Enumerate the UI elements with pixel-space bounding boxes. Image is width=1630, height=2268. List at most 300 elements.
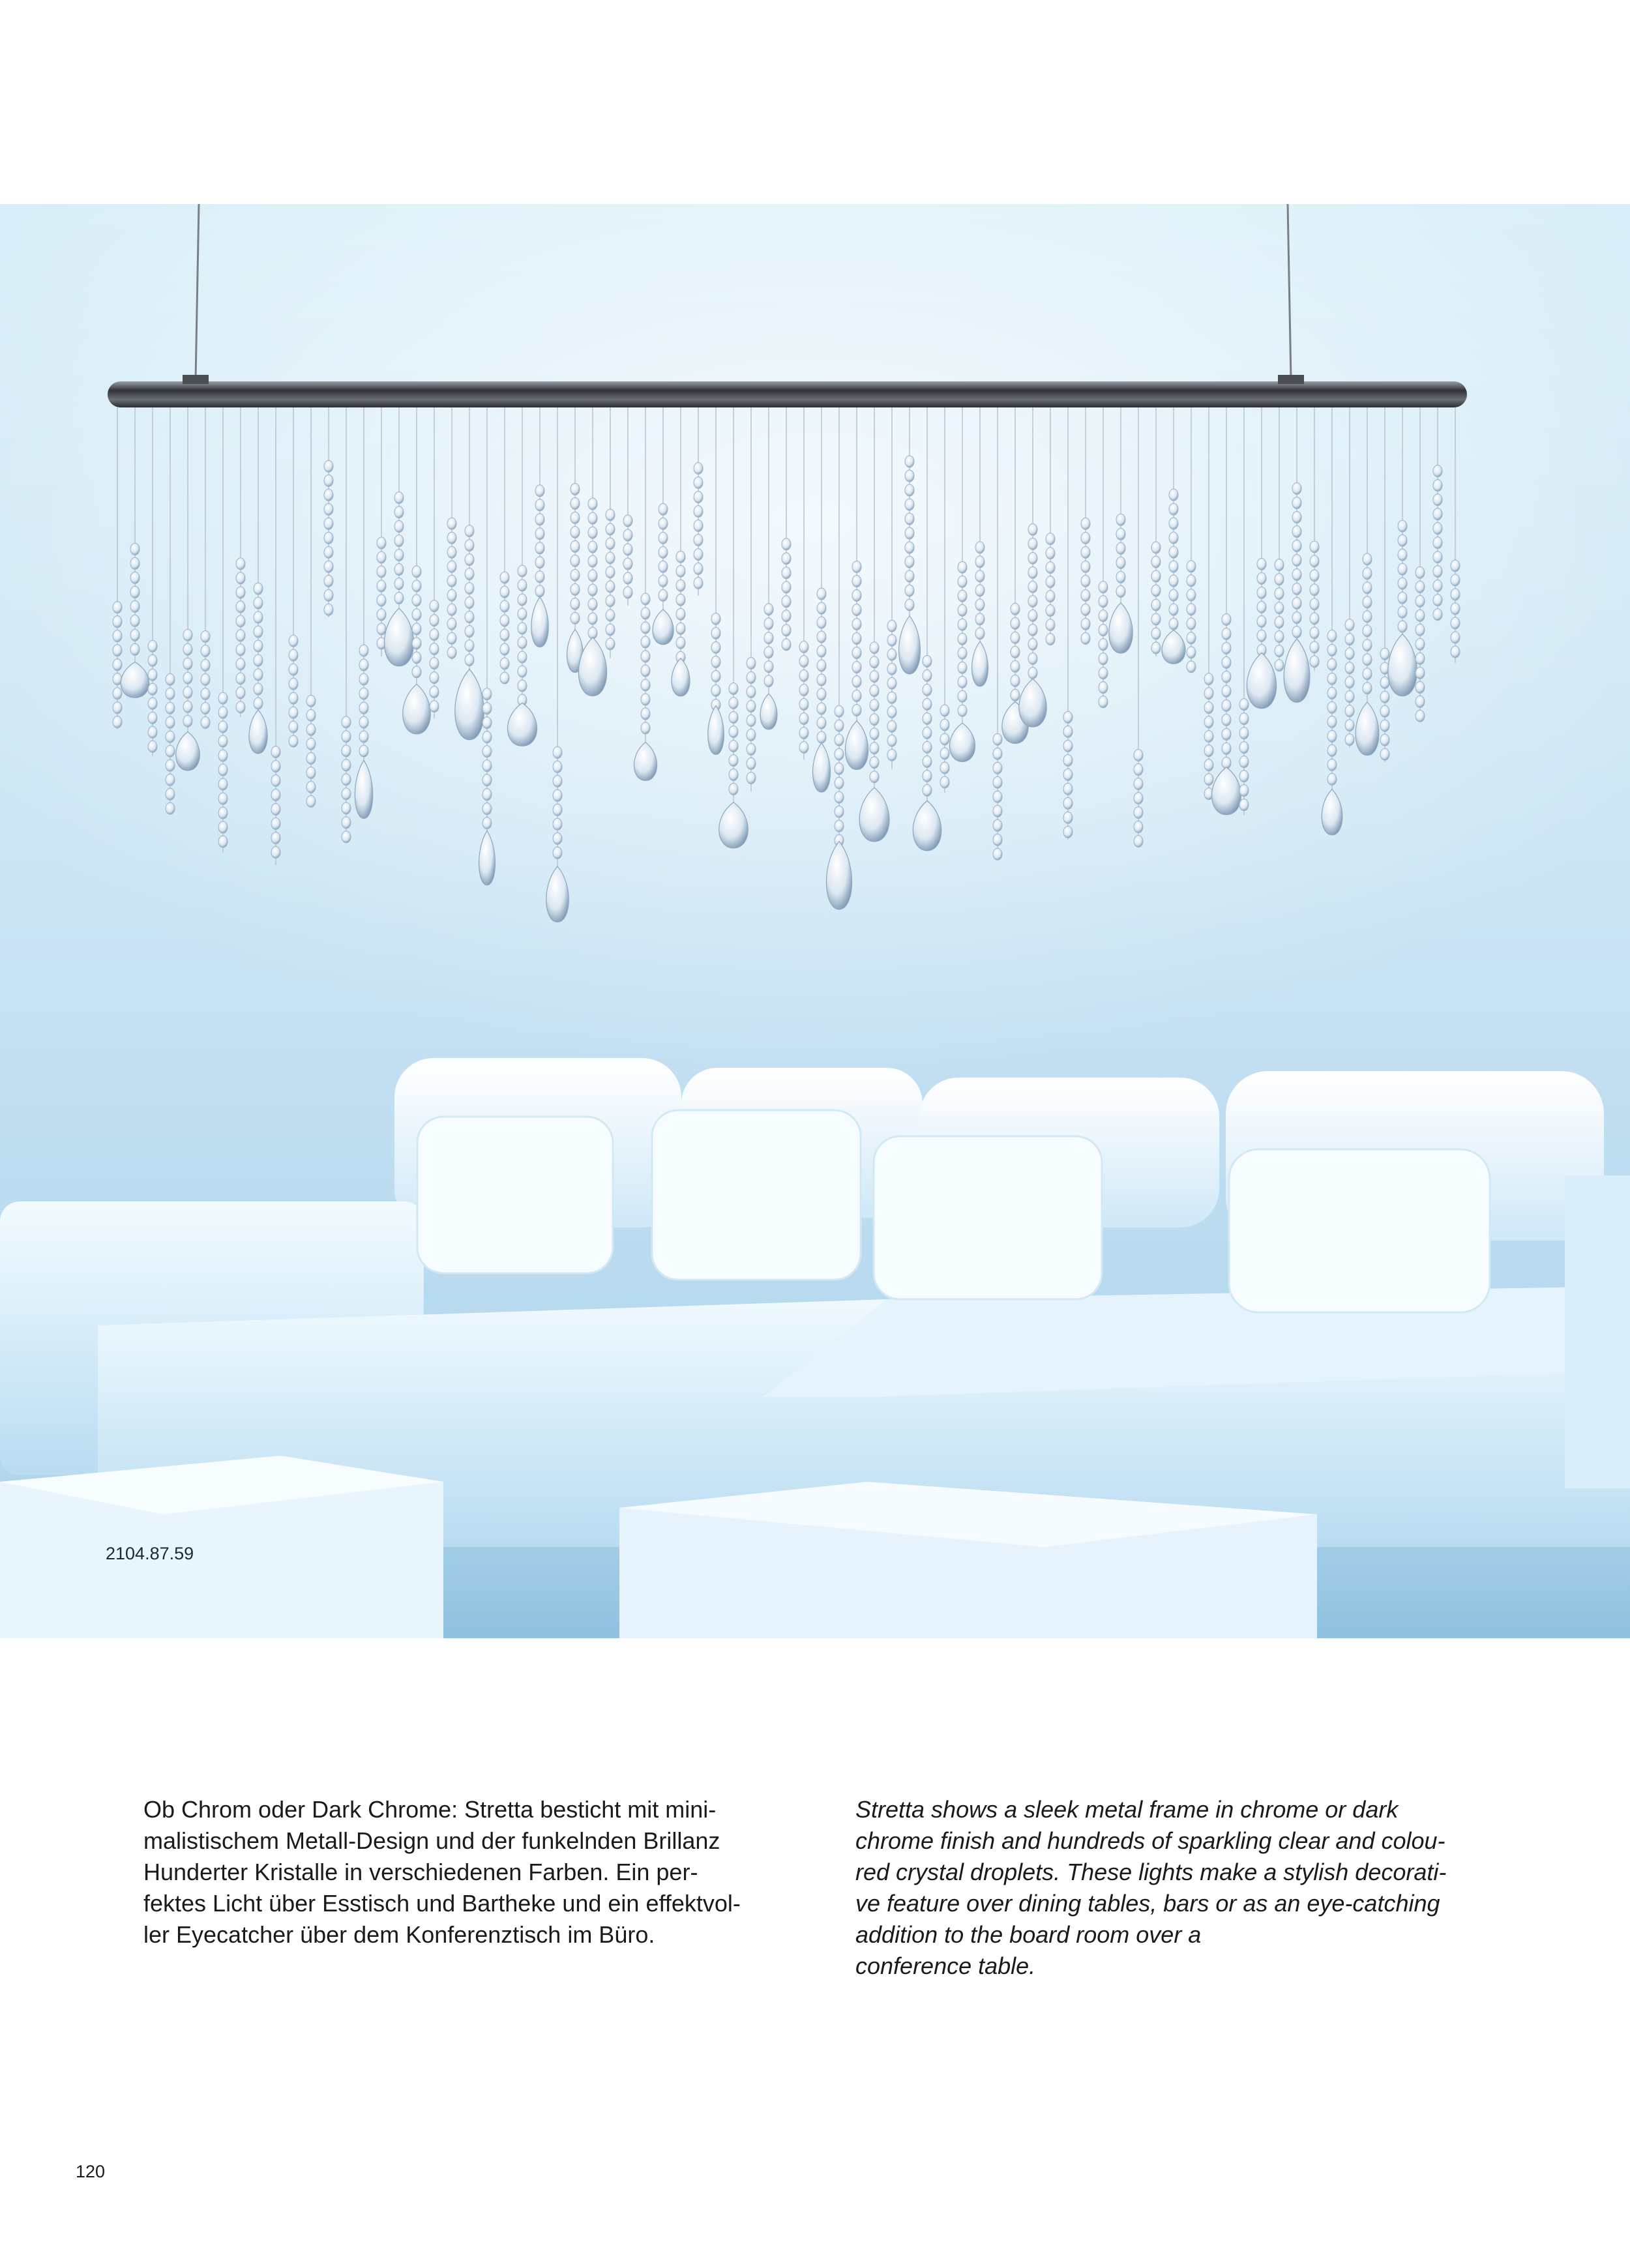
crystal-bead: [553, 775, 562, 787]
crystal-bead: [113, 659, 122, 671]
crystal-bead: [1327, 730, 1337, 742]
crystal-bead: [747, 657, 756, 669]
crystal-bead: [482, 774, 492, 786]
crystal-bead: [306, 781, 316, 793]
crystal-bead: [923, 756, 932, 767]
crystal-bead: [1327, 773, 1337, 785]
crystal-bead: [1204, 731, 1213, 743]
crystal-bead: [1451, 560, 1460, 572]
crystal-bead: [1028, 581, 1037, 593]
crystal-bead: [676, 565, 685, 577]
crystal-bead: [218, 764, 228, 776]
crystal-bead: [236, 658, 245, 670]
crystal-bead: [747, 772, 756, 784]
crystal-bead: [236, 615, 245, 627]
crystal-bead: [218, 821, 228, 833]
crystal-bead: [905, 456, 914, 467]
crystal-bead: [1169, 546, 1178, 558]
crystal-bead: [1239, 742, 1249, 754]
crystal-bead: [482, 717, 492, 729]
crystal-bead: [1204, 745, 1213, 757]
crystal-bead: [1116, 528, 1125, 540]
crystal-bead: [1292, 511, 1301, 523]
crystal-bead: [1451, 617, 1460, 629]
crystal-bead: [588, 570, 597, 582]
crystal-bead: [711, 627, 720, 639]
crystal-bead: [113, 616, 122, 628]
crystal-bead: [1327, 673, 1337, 685]
crystal-bead: [570, 526, 580, 538]
crystal-bead: [1099, 653, 1108, 665]
crystal-bead: [1363, 625, 1372, 637]
crystal-bead: [342, 774, 351, 786]
crystal-bead: [1011, 660, 1020, 672]
crystal-bead: [1415, 624, 1425, 636]
crystal-bead: [535, 528, 544, 540]
crystal-bead: [1204, 688, 1213, 700]
crystal-bead: [623, 587, 632, 598]
crystal-bead: [747, 758, 756, 769]
crystal-bead: [1116, 557, 1125, 568]
crystal-bead: [676, 623, 685, 634]
crystal-bead: [1204, 716, 1213, 728]
crystal-bead: [1187, 575, 1196, 587]
crystal-bead: [254, 583, 263, 595]
crystal-bead: [729, 711, 738, 723]
crystal-bead: [1028, 667, 1037, 679]
crystal-bead: [870, 757, 879, 769]
crystal-bead: [870, 671, 879, 683]
crystal-bead: [993, 791, 1002, 803]
crystal-bead: [1116, 571, 1125, 583]
crystal-bead: [958, 662, 967, 673]
crystal-bead: [447, 546, 456, 558]
crystal-bead: [1099, 610, 1108, 622]
crystal-bead: [500, 586, 509, 598]
crystal-bead: [1257, 601, 1266, 613]
crystal-bead: [1063, 812, 1073, 823]
crystal-bead: [359, 745, 368, 757]
crystal-bead: [1433, 465, 1442, 477]
crystal-bead: [817, 645, 826, 657]
crystal-bead: [676, 608, 685, 620]
crystal-bead: [430, 615, 439, 626]
crystal-bead: [500, 600, 509, 612]
crystal-bead: [166, 673, 175, 685]
crystal-bead: [799, 684, 808, 696]
crystal-bead: [218, 750, 228, 761]
crystal-bead: [465, 611, 474, 623]
crystal-bead: [324, 575, 333, 587]
crystal-bead: [1011, 675, 1020, 686]
crystal-bead: [306, 767, 316, 778]
crystal-bead: [430, 686, 439, 698]
crystal-bead: [482, 803, 492, 815]
crystal-bead: [1292, 626, 1301, 638]
crystal-bead: [289, 678, 298, 690]
crystal-bead: [1257, 630, 1266, 641]
crystal-bead: [1028, 653, 1037, 664]
crystal-bead: [324, 604, 333, 615]
crystal-bead: [289, 692, 298, 704]
crystal-bead: [1028, 624, 1037, 636]
crystal-bead: [447, 561, 456, 572]
crystal-bead: [852, 632, 861, 644]
crystal-bead: [1275, 617, 1284, 628]
crystal-bead: [394, 507, 404, 518]
crystal-bead: [1011, 617, 1020, 629]
crystal-bead: [500, 572, 509, 583]
crystal-bead: [1063, 783, 1073, 795]
crystal-bead: [694, 534, 703, 546]
crystal-bead: [923, 713, 932, 724]
crystal-bead: [993, 748, 1002, 759]
crystal-bead: [852, 575, 861, 587]
crystal-bead: [1451, 603, 1460, 615]
crystal-bead: [1415, 610, 1425, 621]
crystal-bead: [1169, 575, 1178, 587]
crystal-bead: [1363, 568, 1372, 580]
crystal-bead: [430, 658, 439, 670]
crystal-bead: [500, 658, 509, 670]
crystal-bead: [1151, 599, 1161, 611]
crystal-bead: [870, 642, 879, 654]
crystal-bead: [747, 743, 756, 755]
crystal-bead: [394, 535, 404, 547]
crystal-bead: [518, 637, 527, 649]
crystal-bead: [254, 626, 263, 638]
crystal-bead: [958, 690, 967, 702]
crystal-bead: [535, 571, 544, 583]
crystal-bead: [447, 632, 456, 644]
crystal-bead: [799, 741, 808, 753]
crystal-bead: [729, 769, 738, 780]
crystal-bead: [1081, 589, 1090, 601]
crystal-bead: [694, 477, 703, 488]
crystal-bead: [1187, 647, 1196, 658]
crystal-bead: [377, 623, 386, 635]
crystal-bead: [799, 655, 808, 667]
crystal-bead: [1292, 482, 1301, 494]
crystal-bead: [359, 731, 368, 743]
crystal-bead: [1046, 562, 1055, 574]
crystal-bead: [1380, 720, 1389, 731]
crystal-bead: [588, 598, 597, 610]
crystal-bead: [518, 666, 527, 677]
crystal-bead: [1345, 648, 1354, 660]
crystal-bead: [465, 597, 474, 609]
crystal-bead: [1204, 673, 1213, 685]
crystal-bead: [958, 590, 967, 602]
crystal-bead: [1151, 556, 1161, 568]
crystal-bead: [606, 552, 615, 564]
crystal-bead: [641, 694, 650, 705]
crystal-bead: [1169, 503, 1178, 515]
crystal-bead: [1169, 532, 1178, 544]
crystal-bead: [1169, 589, 1178, 601]
crystal-bead: [1028, 552, 1037, 564]
crystal-bead: [747, 700, 756, 712]
crystal-bead: [1081, 532, 1090, 544]
crystal-bead: [1398, 621, 1407, 632]
crystal-bead: [1345, 677, 1354, 688]
crystal-bead: [570, 512, 580, 523]
crystal-bead: [606, 638, 615, 650]
crystal-bead: [254, 669, 263, 681]
crystal-bead: [1187, 589, 1196, 601]
crystal-bead: [183, 658, 192, 670]
crystal-bead: [306, 738, 316, 750]
crystal-bead: [359, 702, 368, 714]
crystal-bead: [1028, 538, 1037, 550]
crystal-bead: [394, 593, 404, 604]
crystal-bead: [1415, 567, 1425, 578]
crystal-bead: [1134, 750, 1143, 761]
crystal-bead: [1222, 671, 1231, 683]
crystal-bead: [1398, 520, 1407, 532]
crystal-bead: [1222, 656, 1231, 668]
crystal-bead: [518, 565, 527, 577]
crystal-bead: [447, 589, 456, 601]
crystal-bead: [799, 713, 808, 724]
crystal-bead: [958, 633, 967, 645]
crystal-bead: [1169, 518, 1178, 529]
crystal-bead: [1046, 576, 1055, 588]
crystal-bead: [694, 505, 703, 517]
crystal-bead: [377, 552, 386, 563]
crystal-bead: [482, 817, 492, 829]
crystal-bead: [1028, 638, 1037, 650]
crystal-bead: [377, 566, 386, 578]
crystal-bead: [1239, 799, 1249, 811]
crystal-bead: [1398, 535, 1407, 546]
crystal-bead: [1310, 627, 1319, 639]
crystal-bead: [659, 575, 668, 587]
crystal-bead: [430, 600, 439, 612]
crystal-bead: [482, 760, 492, 772]
crystal-bead: [958, 676, 967, 688]
crystal-bead: [835, 763, 844, 774]
article-number: 2104.87.59: [106, 1544, 194, 1563]
crystal-bead: [1169, 561, 1178, 572]
crystal-bead: [465, 655, 474, 666]
crystal-bead: [694, 548, 703, 560]
crystal-bead: [1310, 641, 1319, 653]
crystal-bead: [218, 793, 228, 804]
crystal-bead: [1415, 710, 1425, 722]
crystal-bead: [482, 688, 492, 700]
crystal-bead: [729, 754, 738, 766]
crystal-bead: [1028, 567, 1037, 578]
crystal-bead: [606, 595, 615, 607]
crystal-bead: [1134, 764, 1143, 776]
crystal-bead: [1380, 734, 1389, 746]
crystal-bead: [130, 572, 140, 583]
crystal-bead: [923, 655, 932, 667]
crystal-bead: [183, 715, 192, 727]
crystal-bead: [113, 702, 122, 714]
crystal-bead: [641, 679, 650, 691]
crystal-bead: [1099, 582, 1108, 593]
crystal-bead: [1239, 785, 1249, 797]
crystal-bead: [1327, 759, 1337, 771]
crystal-bead: [130, 615, 140, 626]
text-line: malistischem Metall-Design und der funkelnden Brillanz: [143, 1827, 720, 1854]
crystal-bead: [817, 674, 826, 686]
crystal-bead: [183, 629, 192, 641]
crystal-bead: [1134, 821, 1143, 833]
crystal-bead: [782, 582, 791, 593]
text-line: Hunderter Kristalle in verschiedenen Farben. Ein per-: [143, 1859, 698, 1885]
crystal-bead: [905, 570, 914, 582]
crystal-bead: [553, 804, 562, 816]
crystal-bead: [148, 698, 157, 709]
crystal-bead: [201, 631, 210, 643]
crystal-bead: [782, 538, 791, 550]
crystal-bead: [694, 563, 703, 574]
crystal-bead: [747, 671, 756, 683]
crystal-bead: [1345, 619, 1354, 631]
crystal-bead: [1451, 632, 1460, 643]
crystal-bead: [201, 688, 210, 700]
crystal-bead: [1204, 759, 1213, 771]
crystal-bead: [271, 746, 280, 758]
crystal-bead: [852, 675, 861, 687]
crystal-bead: [1292, 583, 1301, 595]
page-number: 120: [76, 2162, 106, 2181]
crystal-bead: [940, 748, 949, 759]
crystal-bead: [1363, 668, 1372, 680]
crystal-bead: [482, 746, 492, 758]
crystal-bead: [1415, 638, 1425, 650]
crystal-bead: [218, 807, 228, 819]
crystal-bead: [148, 640, 157, 652]
crystal-bead: [359, 659, 368, 671]
crystal-bead: [588, 512, 597, 524]
crystal-bead: [887, 663, 896, 675]
crystal-bead: [835, 734, 844, 746]
crystal-bead: [306, 724, 316, 735]
crystal-bead: [359, 716, 368, 728]
crystal-bead: [1292, 597, 1301, 609]
crystal-bead: [271, 817, 280, 829]
crystal-bead: [412, 638, 421, 649]
crystal-bead: [377, 537, 386, 549]
crystal-bead: [659, 561, 668, 572]
crystal-bead: [412, 652, 421, 664]
crystal-bead: [835, 705, 844, 717]
crystal-bead: [518, 608, 527, 620]
crystal-bead: [1169, 604, 1178, 615]
crystal-bead: [1327, 630, 1337, 641]
crystal-bead: [623, 544, 632, 555]
crystal-bead: [1063, 740, 1073, 752]
crystal-bead: [1415, 696, 1425, 707]
crystal-bead: [1099, 596, 1108, 608]
crystal-bead: [236, 701, 245, 713]
crystal-bead: [1099, 696, 1108, 708]
crystal-bead: [324, 546, 333, 558]
crystal-bead: [306, 695, 316, 707]
crystal-bead: [641, 636, 650, 648]
crystal-bead: [289, 721, 298, 733]
crystal-bead: [324, 589, 333, 601]
crystal-bead: [342, 759, 351, 771]
crystal-bead: [1433, 537, 1442, 549]
crystal-bead: [201, 717, 210, 729]
crystal-bead: [289, 707, 298, 718]
crystal-bead: [1063, 754, 1073, 766]
crystal-bead: [1327, 744, 1337, 756]
crystal-bead: [870, 743, 879, 754]
crystal-bead: [306, 752, 316, 764]
crystal-bead: [553, 818, 562, 830]
crystal-bead: [271, 803, 280, 815]
crystal-bead: [711, 670, 720, 682]
crystal-bead: [1187, 561, 1196, 572]
crystal-bead: [1134, 778, 1143, 790]
crystal-bead: [1134, 807, 1143, 819]
crystal-bead: [183, 643, 192, 655]
crystal-bead: [923, 698, 932, 710]
crystal-bead: [430, 643, 439, 655]
crystal-bead: [166, 745, 175, 757]
crystal-bead: [870, 700, 879, 711]
crystal-bead: [412, 595, 421, 606]
crystal-bead: [1433, 494, 1442, 506]
crystal-bead: [817, 617, 826, 628]
crystal-bead: [1151, 613, 1161, 625]
crystal-bead: [500, 629, 509, 641]
crystal-bead: [1222, 685, 1231, 697]
crystal-bead: [518, 680, 527, 692]
crystal-bead: [218, 692, 228, 704]
crystal-bead: [923, 684, 932, 696]
crystal-bead: [905, 499, 914, 510]
crystal-bead: [1011, 632, 1020, 643]
crystal-bead: [113, 716, 122, 728]
crystal-bead: [764, 661, 773, 673]
crystal-bead: [1063, 769, 1073, 780]
crystal-bead: [1204, 774, 1213, 786]
crystal-bead: [747, 729, 756, 741]
crystal-bead: [606, 581, 615, 593]
crystal-bead: [1363, 683, 1372, 694]
crystal-bead: [377, 609, 386, 621]
crystal-bead: [183, 686, 192, 698]
crystal-bead: [747, 714, 756, 726]
crystal-bead: [1187, 632, 1196, 644]
crystal-bead: [518, 651, 527, 663]
crystal-bead: [817, 660, 826, 671]
crystal-bead: [236, 687, 245, 699]
crystal-bead: [1081, 518, 1090, 529]
crystal-bead: [183, 672, 192, 684]
crystal-bead: [518, 580, 527, 591]
crystal-bead: [1275, 631, 1284, 643]
crystal-bead: [1257, 558, 1266, 570]
text-line: red crystal droplets. These lights make a stylish decorati-: [855, 1859, 1447, 1885]
crystal-bead: [1345, 734, 1354, 746]
crystal-bead: [940, 776, 949, 788]
crystal-bead: [1046, 548, 1055, 559]
crystal-bead: [324, 489, 333, 501]
crystal-bead: [905, 470, 914, 482]
crystal-bead: [201, 703, 210, 714]
crystal-bead: [923, 727, 932, 739]
crystal-bead: [1099, 668, 1108, 679]
product-photo: [0, 204, 1630, 1638]
